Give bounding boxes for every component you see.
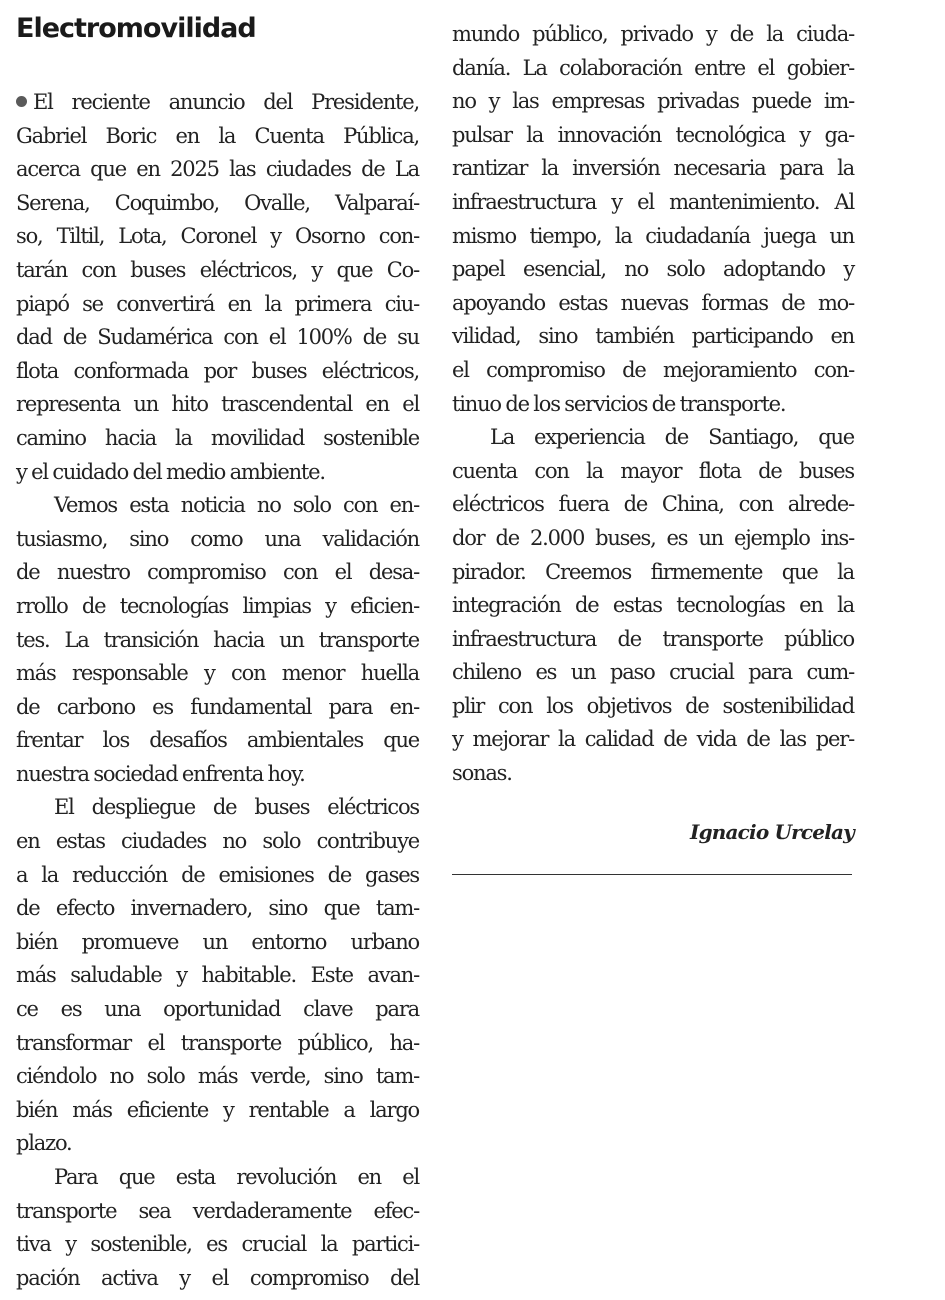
article-column-left xyxy=(16,86,419,1295)
text-line-content: infraestructura de transporte público xyxy=(452,626,854,651)
text-line-content: pación activa y el compromiso del xyxy=(16,1265,419,1290)
text-line xyxy=(16,926,419,960)
text-line xyxy=(452,287,854,321)
text-line xyxy=(16,187,419,221)
text-line xyxy=(452,18,854,52)
text-line-content: de nuestro compromiso con el desa- xyxy=(16,560,419,585)
text-line-content: dor de 2.000 buses, es un ejemplo ins- xyxy=(452,525,854,550)
text-line xyxy=(452,320,854,354)
text-line-content: tiva y sostenible, es crucial la partici- xyxy=(16,1232,419,1257)
text-line-content: camino hacia la movilidad sostenible xyxy=(16,425,419,450)
text-line-content: pulsar la innovación tecnológica y ga- xyxy=(452,122,854,147)
text-line xyxy=(16,220,419,254)
text-line-content: en estas ciudades no solo contribuye xyxy=(16,829,419,854)
text-line xyxy=(16,1060,419,1094)
text-line-content: transformar el transporte público, ha- xyxy=(16,1030,419,1055)
text-line-content: pirador. Creemos firmemente que la xyxy=(452,559,854,584)
text-line-content: La experiencia de Santiago, que xyxy=(490,425,854,450)
text-line-content: mundo público, privado y de la ciuda- xyxy=(452,22,854,46)
text-line-content: mismo tiempo, la ciudadanía juega un xyxy=(452,223,854,248)
text-line-content: y el cuidado del medio ambiente. xyxy=(16,459,325,484)
text-line xyxy=(16,1228,419,1262)
text-line xyxy=(16,624,419,658)
text-line xyxy=(16,86,419,120)
text-line-content: tusiasmo, sino como una validación xyxy=(16,526,419,551)
text-line-content: eléctricos fuera de China, con alrede- xyxy=(452,492,854,517)
text-line xyxy=(452,152,854,186)
text-line-content: de carbono es fundamental para en- xyxy=(16,694,419,719)
text-line xyxy=(452,186,854,220)
text-line xyxy=(16,355,419,389)
text-line-content: plazo. xyxy=(16,1131,72,1156)
text-line-content: tes. La transición hacia un transporte xyxy=(16,627,419,652)
text-line xyxy=(16,388,419,422)
text-line-content: a la reducción de emisiones de gases xyxy=(16,862,419,887)
bullet-icon xyxy=(16,96,27,107)
text-line xyxy=(16,657,419,691)
text-line xyxy=(16,691,419,725)
text-line xyxy=(16,892,419,926)
text-line-content: danía. La colaboración entre el gobier- xyxy=(452,55,854,80)
text-line-content: Para que esta revolución en el xyxy=(54,1165,419,1189)
text-line xyxy=(16,556,419,590)
text-line xyxy=(16,825,419,859)
text-line xyxy=(16,1262,419,1296)
text-line xyxy=(452,757,854,791)
article-headline: Electromovilidad xyxy=(16,13,256,44)
text-line xyxy=(452,656,854,690)
text-line xyxy=(452,85,854,119)
text-line-content: tinuo de los servicios de transporte. xyxy=(452,391,786,416)
text-line xyxy=(16,489,419,523)
text-line xyxy=(16,859,419,893)
text-line-content: chileno es un paso crucial para cum- xyxy=(452,660,854,685)
text-line xyxy=(16,1127,419,1161)
text-line xyxy=(16,120,419,154)
text-line xyxy=(16,288,419,322)
text-line-content: Vemos esta noticia no solo con en- xyxy=(54,493,419,518)
text-line-content: so, Tiltil, Lota, Coronel y Osorno con- xyxy=(16,224,419,249)
text-line xyxy=(452,623,854,657)
text-line-content: más responsable y con menor huella xyxy=(16,661,419,686)
text-line-content: tarán con buses eléctricos, y que Co- xyxy=(16,257,419,282)
text-line-content: sonas. xyxy=(452,761,512,786)
text-line-content: El despliegue de buses eléctricos xyxy=(54,795,419,820)
text-line-content: plir con los objetivos de sostenibilidad xyxy=(452,693,854,718)
text-line xyxy=(16,422,419,456)
author-signature: Ignacio Urcelay xyxy=(690,820,854,844)
text-line-content: papel esencial, no solo adoptando y xyxy=(452,257,854,282)
text-line-content: flota conformada por buses eléctricos, xyxy=(16,358,419,383)
text-line xyxy=(452,388,854,422)
text-line xyxy=(452,220,854,254)
text-line xyxy=(16,590,419,624)
text-line-content: Gabriel Boric en la Cuenta Pública, xyxy=(16,123,419,148)
text-line-content: frentar los desafíos ambientales que xyxy=(16,728,419,753)
text-line-content: ciéndolo no solo más verde, sino tam- xyxy=(16,1064,419,1089)
text-line-content: más saludable y habitable. Este avan- xyxy=(16,963,419,988)
text-line-content: rrollo de tecnologías limpias y eficien- xyxy=(16,593,419,618)
text-line xyxy=(16,993,419,1027)
text-line-content: infraestructura y el mantenimiento. Al xyxy=(452,189,854,214)
text-line xyxy=(16,1161,419,1195)
text-line-content: piapó se convertirá en la primera ciu- xyxy=(16,291,419,316)
text-line xyxy=(452,556,854,590)
text-line-content: de efecto invernadero, sino que tam- xyxy=(16,896,419,921)
text-line xyxy=(452,522,854,556)
text-line xyxy=(452,690,854,724)
text-line xyxy=(452,455,854,489)
text-line-content: El reciente anuncio del Presidente, xyxy=(33,90,419,114)
text-line-content: bién promueve un entorno urbano xyxy=(16,929,419,954)
text-line-content: vilidad, sino también participando en xyxy=(452,324,854,349)
text-line xyxy=(16,758,419,792)
text-line xyxy=(452,119,854,153)
text-line-content: cuenta con la mayor flota de buses xyxy=(452,458,854,483)
text-line xyxy=(452,253,854,287)
text-line xyxy=(452,723,854,757)
text-line-content: y mejorar la calidad de vida de las per- xyxy=(452,727,854,752)
text-line xyxy=(16,959,419,993)
text-line-content: representa un hito trascendental en el xyxy=(16,392,419,417)
text-line-content: bién más eficiente y rentable a largo xyxy=(16,1097,419,1122)
text-line-content: rantizar la inversión necesaria para la xyxy=(452,156,854,181)
text-line-content: apoyando estas nuevas formas de mo- xyxy=(452,290,854,315)
text-line-content: no y las empresas privadas puede im- xyxy=(452,89,854,114)
article-column-right xyxy=(452,18,854,791)
text-line-content: Serena, Coquimbo, Ovalle, Valparaí- xyxy=(16,190,419,215)
text-line-content: ce es una oportunidad clave para xyxy=(16,997,419,1022)
text-line xyxy=(16,321,419,355)
text-line xyxy=(452,421,854,455)
text-line xyxy=(452,354,854,388)
text-line xyxy=(16,456,419,490)
text-line xyxy=(16,791,419,825)
text-line-content: acerca que en 2025 las ciudades de La xyxy=(16,157,419,182)
text-line xyxy=(16,1094,419,1128)
text-line-content: el compromiso de mejoramiento con- xyxy=(452,357,854,382)
text-line xyxy=(16,254,419,288)
text-line-content: dad de Sudamérica con el 100% de su xyxy=(16,325,419,350)
text-line-content: integración de estas tecnologías en la xyxy=(452,593,854,618)
text-line-content: nuestra sociedad enfrenta hoy. xyxy=(16,761,305,786)
text-line-content: transporte sea verdaderamente efec- xyxy=(16,1198,419,1223)
text-line xyxy=(16,724,419,758)
text-line xyxy=(16,1195,419,1229)
text-line xyxy=(452,589,854,623)
text-line xyxy=(16,523,419,557)
text-line xyxy=(16,1027,419,1061)
text-line xyxy=(452,52,854,86)
text-line xyxy=(452,488,854,522)
text-line xyxy=(16,153,419,187)
end-rule-divider xyxy=(452,874,852,875)
